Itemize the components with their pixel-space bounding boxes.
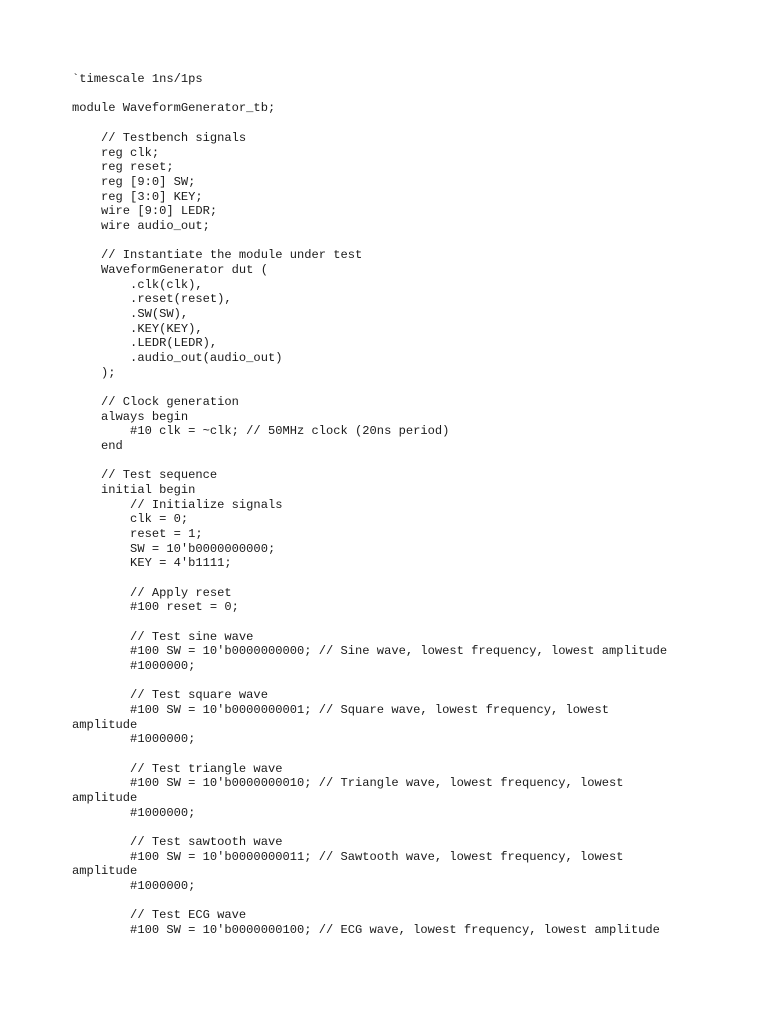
code-line: #1000000; — [72, 806, 196, 820]
code-line: // Testbench signals — [72, 131, 247, 145]
code-line: reg reset; — [72, 160, 174, 174]
code-line: reset = 1; — [72, 527, 203, 541]
code-line: // Test triangle wave — [72, 762, 283, 776]
code-line: amplitude — [72, 791, 138, 805]
code-line: .audio_out(audio_out) — [72, 351, 283, 365]
code-line: `timescale 1ns/1ps — [72, 72, 203, 86]
code-line: #100 SW = 10'b0000000010; // Triangle wave, lowest frequency, lowest — [72, 776, 624, 790]
code-line: reg [9:0] SW; — [72, 175, 196, 189]
code-line: #1000000; — [72, 659, 196, 673]
code-line: amplitude — [72, 864, 138, 878]
code-line: #100 SW = 10'b0000000001; // Square wave, lowest frequency, lowest — [72, 703, 610, 717]
code-line: #100 reset = 0; — [72, 600, 239, 614]
code-line: #1000000; — [72, 732, 196, 746]
code-line: initial begin — [72, 483, 196, 497]
code-line: // Test sine wave — [72, 630, 254, 644]
code-line: KEY = 4'b1111; — [72, 556, 232, 570]
code-line: reg [3:0] KEY; — [72, 190, 203, 204]
code-line: #10 clk = ~clk; // 50MHz clock (20ns period) — [72, 424, 450, 438]
code-line: // Clock generation — [72, 395, 239, 409]
code-line: always begin — [72, 410, 189, 424]
code-line: // Test square wave — [72, 688, 268, 702]
code-line: // Apply reset — [72, 586, 232, 600]
code-line: SW = 10'b0000000000; — [72, 542, 276, 556]
code-line: .LEDR(LEDR), — [72, 336, 218, 350]
code-line: // Test ECG wave — [72, 908, 247, 922]
code-line: WaveformGenerator dut ( — [72, 263, 268, 277]
code-line: .reset(reset), — [72, 292, 232, 306]
code-line: // Initialize signals — [72, 498, 283, 512]
code-line: #1000000; — [72, 879, 196, 893]
code-line: // Test sequence — [72, 468, 218, 482]
code-line: .KEY(KEY), — [72, 322, 203, 336]
code-line: // Instantiate the module under test — [72, 248, 363, 262]
code-line: amplitude — [72, 718, 138, 732]
code-line: // Test sawtooth wave — [72, 835, 283, 849]
code-line: wire audio_out; — [72, 219, 210, 233]
code-line: #100 SW = 10'b0000000000; // Sine wave, lowest frequency, lowest amplitude — [72, 644, 668, 658]
code-line: #100 SW = 10'b0000000011; // Sawtooth wave, lowest frequency, lowest — [72, 850, 624, 864]
code-line: .clk(clk), — [72, 278, 203, 292]
code-line: module WaveformGenerator_tb; — [72, 101, 276, 115]
code-line: .SW(SW), — [72, 307, 189, 321]
code-line: ); — [72, 366, 116, 380]
code-line: clk = 0; — [72, 512, 189, 526]
code-line: reg clk; — [72, 146, 160, 160]
code-line: end — [72, 439, 123, 453]
code-line: #100 SW = 10'b0000000100; // ECG wave, lowest frequency, lowest amplitude — [72, 923, 660, 937]
code-line: wire [9:0] LEDR; — [72, 204, 218, 218]
